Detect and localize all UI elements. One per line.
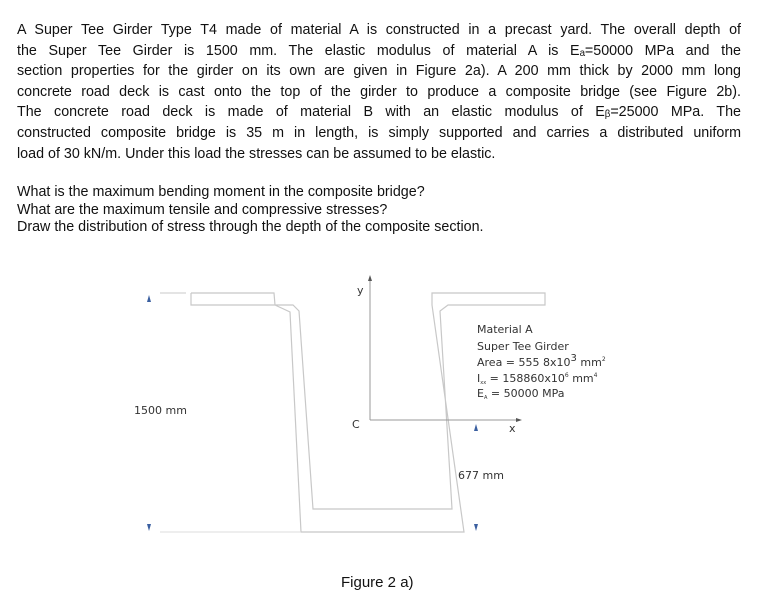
figure-caption: Figure 2 a) [341, 574, 414, 591]
centroid-height-label: 677 mm [458, 469, 504, 482]
prop-modulus: EA = 50000 MPa [477, 387, 565, 401]
problem-line: the Super Tee Girder is 1500 mm. The elastic modulus of material A is Eₐ=50000 MPa and the [17, 42, 741, 59]
question-3: Draw the distribution of stress through the depth of the composite section. [17, 219, 484, 235]
y-axis-arrow-icon [368, 275, 372, 281]
dimension-arrow-down-icon [147, 524, 151, 531]
x-axis-arrow-icon [516, 418, 522, 422]
problem-line: constructed composite bridge is 35 m in length, is simply supported and carries a distributed uniform [17, 124, 741, 141]
depth-label: 1500 mm [134, 404, 187, 417]
problem-line: load of 30 kN/m. Under this load the stresses can be assumed to be elastic. [17, 145, 496, 162]
question-1: What is the maximum bending moment in the composite bridge? [17, 184, 425, 200]
y-axis-label: y [357, 284, 364, 297]
prop-ixx: Ixx = $158860x10^6$ $mm^4$ [477, 372, 598, 386]
problem-line: section properties for the girder on its own are given in Figure 2a). A 200 mm thick by 2000 mm long [17, 63, 741, 80]
prop-name: Super Tee Girder [477, 340, 569, 353]
centroid-label: C [352, 418, 360, 431]
section-properties [477, 323, 606, 401]
prop-area: Area = 555 8x103 $mm^2$ [477, 353, 606, 369]
x-axis-label: x [509, 422, 516, 435]
centroid-arrow-down-icon [474, 524, 478, 531]
question-2: What are the maximum tensile and compressive stresses? [17, 201, 388, 218]
centroid-arrow-up-icon [474, 424, 478, 431]
prop-material: Material A [477, 323, 533, 336]
problem-line: A Super Tee Girder Type T4 made of material A is constructed in a precast yard. The overall depth of [17, 22, 741, 38]
problem-line: concrete road deck is cast onto the top of the girder to produce a composite bridge (see Figure 2b). [17, 83, 741, 100]
dimension-arrow-up-icon [147, 295, 151, 302]
problem-line: The concrete road deck is made of material B with an elastic modulus of Eᵦ=25000 MPa. The [17, 104, 741, 121]
